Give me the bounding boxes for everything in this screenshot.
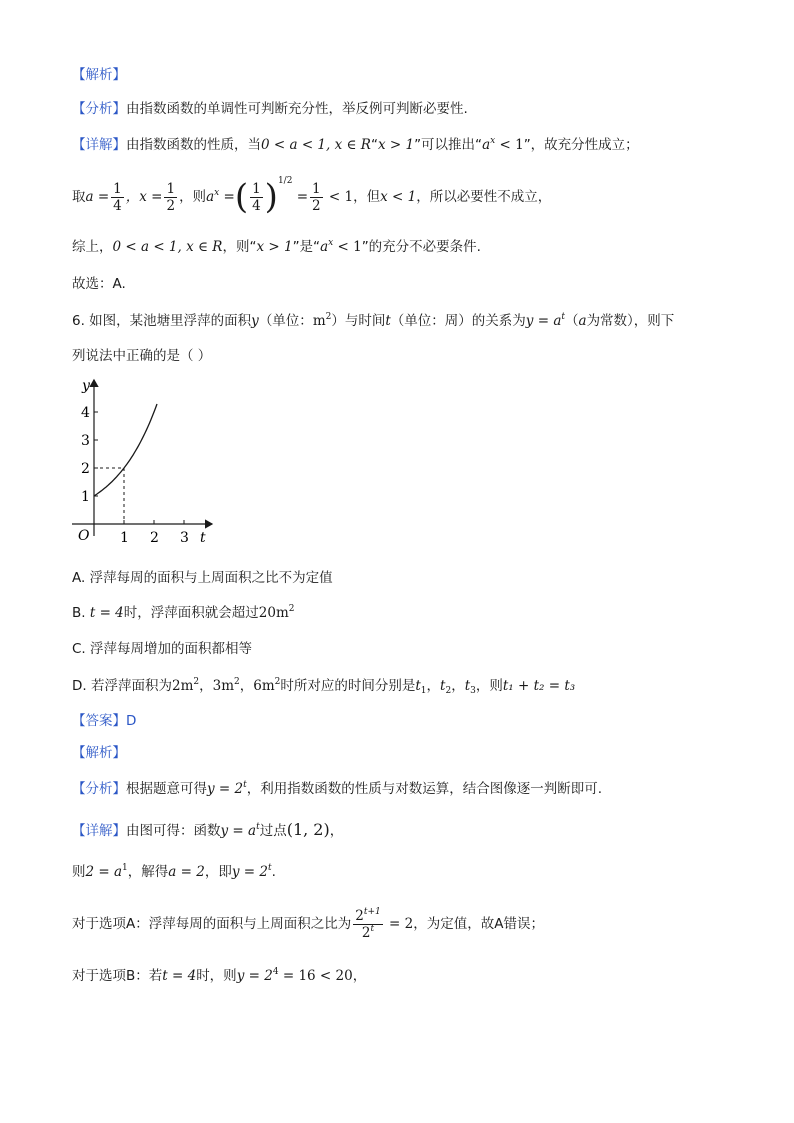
answer-tag: 【答案】D xyxy=(72,713,137,729)
question-text: （单位： xyxy=(258,313,313,329)
question-6-line-2 xyxy=(72,346,211,366)
frac-den: 4 xyxy=(113,197,122,214)
math-a: a xyxy=(206,189,215,205)
math-sup: 2 xyxy=(288,604,295,614)
detail-text: ，但 xyxy=(353,189,381,205)
math-eq: = xyxy=(292,189,309,205)
math-sup: 2 xyxy=(234,677,240,687)
question-text: （单位：周）的关系为 xyxy=(390,313,526,329)
x-tick-label: 3 xyxy=(180,530,189,544)
y-tick-label: 1 xyxy=(81,489,90,505)
fraction xyxy=(353,908,382,941)
paren-right: ) xyxy=(264,177,278,217)
frac-den: 4 xyxy=(252,197,261,214)
math-cond: 0 < a < 1, x ∈ R xyxy=(261,137,371,153)
math-value: 2m xyxy=(171,678,194,694)
unit: m xyxy=(312,313,326,329)
frac-num xyxy=(353,908,382,925)
y-tick-label: 3 xyxy=(81,433,90,449)
detail-text: 由指数函数的性质，当 xyxy=(126,137,261,153)
detail-text: 取 xyxy=(72,189,86,205)
origin-label: O xyxy=(78,528,90,544)
math-t: t xyxy=(464,678,471,694)
detail-text: ， xyxy=(329,823,344,839)
math-x: x > 1 xyxy=(377,137,415,153)
math-sub: 1 xyxy=(420,686,427,696)
option-text: D. 若浮萍面积为 xyxy=(72,678,172,694)
math-sup: t+1 xyxy=(363,906,381,917)
answer-line xyxy=(72,711,136,731)
xiangjie-line-2 xyxy=(72,820,343,841)
analysis-tag: 【解析】 xyxy=(72,67,126,83)
fraction xyxy=(111,181,124,214)
question-6-line-1 xyxy=(72,311,674,331)
y-tick-label: 4 xyxy=(81,405,90,421)
math-x: x < 1 xyxy=(380,189,417,205)
detail-text: 时，则 xyxy=(196,968,237,984)
detail-text: ，所以必要性不成立， xyxy=(416,189,552,205)
math-lt: < 1 xyxy=(495,137,524,153)
math-eq: = 2 xyxy=(384,916,414,932)
math-eq: = xyxy=(219,189,235,205)
detail-text: ，为定值，故A错误； xyxy=(413,916,544,932)
fenxi-text: 根据题意可得 xyxy=(126,781,207,797)
option-b-analysis xyxy=(72,966,366,986)
comma: ， xyxy=(451,678,465,694)
frac-den-base: 2 xyxy=(361,924,371,941)
xiangjie-tag: 【详解】 xyxy=(72,823,126,839)
option-d xyxy=(72,676,575,696)
y-tick-label: 2 xyxy=(81,461,90,477)
math-x: x > 1 xyxy=(256,239,293,255)
detail-line-1 xyxy=(72,135,639,155)
detail-text: 则 xyxy=(72,864,86,880)
detail-text: . xyxy=(271,864,276,880)
paren-left: ( xyxy=(234,177,249,217)
analysis-heading xyxy=(72,65,126,85)
option-text: 时，浮萍面积就会超过 xyxy=(123,605,259,621)
axis-ticks xyxy=(81,405,189,544)
fenxi-tag: 【分析】 xyxy=(72,781,126,797)
math-sup: 2 xyxy=(193,677,200,687)
math-lt: < 1 xyxy=(333,239,362,255)
math-eq: y = 2 xyxy=(207,781,244,797)
x-tick-label: 1 xyxy=(120,530,129,544)
math-x-eq: ，x = xyxy=(125,189,163,205)
math-a: a xyxy=(578,313,587,329)
math-value: 3m xyxy=(212,678,234,694)
detail-text: ， xyxy=(352,968,367,984)
math-sup: t xyxy=(561,312,565,322)
curve xyxy=(94,404,157,496)
unit-sup: 2 xyxy=(325,312,332,322)
point: (1, 2) xyxy=(286,820,330,839)
frac-den: 2 xyxy=(166,197,176,214)
detail-text: ，则 xyxy=(179,189,207,205)
fraction xyxy=(250,181,263,214)
math-sub: 3 xyxy=(470,686,476,696)
option-c xyxy=(72,639,252,659)
math-y: y xyxy=(251,313,259,329)
question-text: ）与时间 xyxy=(331,313,386,329)
detail-text: 过点 xyxy=(259,823,287,839)
math-cond: 0 < a < 1, x ∈ R xyxy=(112,239,223,255)
frac-num: 1 xyxy=(312,180,321,197)
question-text: 6. 如图，某池塘里浮萍的面积 xyxy=(72,313,252,329)
question-text: （ xyxy=(565,313,579,329)
math-sup: x xyxy=(490,136,496,146)
fraction xyxy=(310,181,323,214)
analysis-tag: 【解析】 xyxy=(72,745,126,761)
math-a: a xyxy=(320,239,329,255)
comma: ， xyxy=(239,678,254,694)
math-t: t xyxy=(385,313,391,329)
detail-text: ，即 xyxy=(204,864,232,880)
math-value: 20m xyxy=(258,605,289,621)
fraction xyxy=(164,181,177,214)
math-a-eq: a = xyxy=(85,189,110,205)
detail-line-2 xyxy=(72,178,551,216)
detail-text: ”，故充分性成立； xyxy=(523,137,639,153)
option-text: B. xyxy=(72,605,90,621)
math-sup: t xyxy=(267,863,272,873)
detail-text: 由图可得：函数 xyxy=(126,823,221,839)
fenxi-text: 由指数函数的单调性可判断充分性，举反例可判断必要性. xyxy=(126,101,468,117)
solve-line xyxy=(72,862,276,882)
choice-text: 故选：A. xyxy=(72,276,126,292)
math-eq: t₁ + t₂ = t₃ xyxy=(502,678,576,694)
option-a-analysis xyxy=(72,904,544,944)
detail-text: ，解得 xyxy=(127,864,169,880)
comma: ， xyxy=(426,678,441,694)
detail-text: ，则“ xyxy=(222,239,257,255)
x-tick-label: 2 xyxy=(150,530,159,544)
detail-text: ”可以推出“ xyxy=(414,137,483,153)
math-a: a xyxy=(482,137,491,153)
math-eq: y = a xyxy=(525,313,562,329)
fenxi-line-2 xyxy=(72,779,602,799)
question-text: 为常数），则下 xyxy=(586,313,675,329)
math-sup: t xyxy=(256,822,260,832)
summary-line xyxy=(72,237,481,257)
math-eq: y = 2 xyxy=(236,968,273,984)
exponential-graph xyxy=(64,376,224,544)
math-eq: a = 2 xyxy=(168,864,205,880)
math-t: t = 4 xyxy=(89,605,124,621)
option-a xyxy=(72,568,333,588)
math-sup: x xyxy=(214,188,220,198)
math-sup: 4 xyxy=(272,967,279,977)
fenxi-tag: 【分析】 xyxy=(72,101,126,117)
math-sup: t xyxy=(243,780,247,790)
question-text: 列说法中正确的是（ ） xyxy=(72,348,212,364)
option-text: ，则 xyxy=(475,678,503,694)
math-lt: < 1 xyxy=(324,189,354,205)
choice-line xyxy=(72,274,126,294)
frac-den xyxy=(360,925,376,941)
option-text: A. 浮萍每周的面积与上周面积之比不为定值 xyxy=(72,570,333,586)
math-value: 6m xyxy=(253,678,275,694)
detail-text: ”是“ xyxy=(292,239,321,255)
detail-text: ”的充分不必要条件. xyxy=(361,239,481,255)
y-axis-label: y xyxy=(82,378,90,394)
option-text: 时所对应的时间分别是 xyxy=(280,678,416,694)
math-sup: 2 xyxy=(274,677,281,687)
math-exp: 1/2 xyxy=(277,176,293,186)
option-text: C. 浮萍每周增加的面积都相等 xyxy=(72,641,253,657)
math-eq: y = 2 xyxy=(231,864,268,880)
comma: ， xyxy=(199,678,213,694)
frac-num: 1 xyxy=(166,180,176,197)
detail-text: 对于选项A：浮萍每周的面积与上周面积之比为 xyxy=(72,916,352,932)
detail-text: 综上， xyxy=(72,239,113,255)
frac-den: 2 xyxy=(312,197,321,214)
frac-num: 1 xyxy=(252,180,261,197)
analysis-line xyxy=(72,99,468,119)
xiangjie-tag: 【详解】 xyxy=(72,137,126,153)
analysis-heading-2 xyxy=(72,743,126,763)
math-sup: 1 xyxy=(122,863,128,873)
math-t: t xyxy=(415,678,421,694)
math-t: t xyxy=(440,678,446,694)
math-sub: 2 xyxy=(445,686,452,696)
math-sup: x xyxy=(328,238,334,248)
frac-num: 1 xyxy=(113,180,122,197)
option-b xyxy=(72,603,295,623)
math-eq: 2 = a xyxy=(85,864,123,880)
math-sup: t xyxy=(370,923,375,934)
t-axis-label: t xyxy=(200,530,206,544)
detail-text: 对于选项B：若 xyxy=(72,968,163,984)
math-t: t = 4 xyxy=(162,968,197,984)
math-ineq: = 16 < 20 xyxy=(278,968,353,984)
frac-num-base: 2 xyxy=(355,907,364,924)
quote-open: “ xyxy=(370,137,378,153)
math-eq: y = a xyxy=(220,823,257,839)
fenxi-text: ，利用指数函数的性质与对数运算，结合图像逐一判断即可. xyxy=(246,781,603,797)
